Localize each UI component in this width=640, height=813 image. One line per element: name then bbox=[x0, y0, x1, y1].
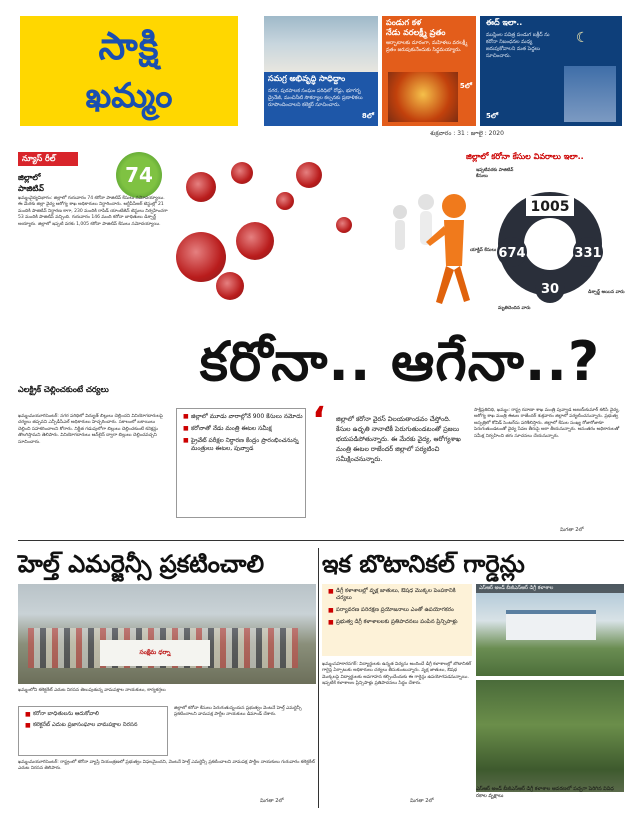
section-divider bbox=[18, 540, 624, 541]
highlight-item: ■ కలెక్టరేట్ ఎదుట ప్రజాసంఘాల వామపక్షాల నిరసన bbox=[25, 722, 165, 729]
chart-legend-discharged: డిశ్చార్జ్ అయిన వారు bbox=[588, 290, 625, 295]
column-divider bbox=[318, 548, 319, 808]
teaser-text: ముస్లింల పవిత్ర పండుగ బక్రీద్ ను కరోనా నిబంధనల మధ్య జరుపుకోవాలని మత పెద్దలు సూచించారు. bbox=[486, 32, 550, 59]
teaser-photo-meeting bbox=[264, 16, 378, 72]
continued-ref: మిగతా 2లో bbox=[560, 527, 584, 533]
photo-caption: ఎస్ఆర్ అండ్ బీజీఎన్ఆర్ డిగ్రీ కళాశాల ఆవరణలో పచ్చగా పెరిగిన వివిధ రకాల వృక్షాలు bbox=[476, 786, 614, 799]
chart-legend-total: ఇప్పటివరకు పాజిటివ్ కేసులు bbox=[476, 168, 514, 180]
story-body: ఖమ్మంమయూరిసెంటర్: రాష్ట్రంలో కరోనా వ్యాప్తి నియంత్రణలో ప్రభుత్వం విఫలమైందని, వెంటనే హెల్త్ ఎమర్జెన్సీ ప్రకటించాలని వామపక్ష పార్టీల నాయకులు గురువారం కలెక్టరేట్ ఎదుట నిరసన తెలిపారు. bbox=[18, 760, 315, 772]
newspaper-logo: సాక్షి bbox=[98, 24, 160, 68]
chart-legend-active: యాక్టివ్ కేసులు bbox=[470, 248, 497, 253]
health-emergency-headline: హెల్త్ ఎమర్జెన్సీ ప్రకటించాలి bbox=[18, 550, 265, 578]
chart-value-total: 1005 bbox=[530, 199, 570, 215]
highlight-item: ■ జిల్లాలో మూడు వారాల్లోనే 900 కేసులు నమోదు bbox=[183, 413, 303, 421]
garden-trees-photo bbox=[476, 680, 624, 792]
donut-chart bbox=[490, 184, 610, 304]
teaser-title: సమగ్ర అభివృద్ధి సాధిద్దాం bbox=[268, 74, 346, 83]
photo-caption: ఎస్ఆర్ అండ్ బీజీఎన్ఆర్ డిగ్రీ కళాశాల bbox=[476, 584, 624, 593]
highlight-item: ■ డిగ్రీ కళాశాలల్లో వృక్ష జాతులు, ఔషధ మొక్కల పెంపకానికి చర్యలు bbox=[328, 588, 468, 602]
highlight-item: ■ కరోనా బాధితులను ఆదుకోవాలి bbox=[25, 711, 165, 718]
virus-count-badge: 74 bbox=[116, 152, 162, 198]
teaser-title: పండుగ కళ నేడు వరలక్ష్మీ వ్రతం bbox=[386, 18, 446, 37]
teaser-festival[interactable] bbox=[382, 16, 476, 126]
chart-value-discharged: 331 bbox=[574, 246, 602, 261]
continued-ref: మిగతా 2లో bbox=[410, 798, 434, 804]
teaser-eid[interactable] bbox=[480, 16, 622, 126]
lead-headline: కరోనా.. ఆగేనా..? bbox=[199, 330, 601, 393]
lead-story bbox=[176, 152, 624, 405]
highlight-item: ■ ప్రభుత్వ డిగ్రీ కళాశాలలకు ప్రతిపాదనలు పంపిన ప్రిన్సిపాళ్లు bbox=[328, 619, 468, 626]
logo-box bbox=[20, 16, 238, 126]
crescent-moon-icon: ☾ bbox=[576, 30, 589, 46]
story-highlights-box bbox=[18, 706, 168, 756]
protest-photo bbox=[18, 584, 316, 684]
teaser-text: ఆర్భాటాలకు దూరంగా, మహిళలు వరలక్ష్మీ వ్రతం జరుపుకునేందుకు సిద్ధమయ్యారు. bbox=[386, 40, 468, 53]
protest-banner: సంక్షేమ ధర్నా bbox=[100, 640, 210, 666]
college-building-photo bbox=[476, 584, 624, 676]
continued-ref: మిగతా 2లో bbox=[260, 798, 284, 804]
news-paragraph: ఖమ్మంమయూరిసెంటర్: నగర పరిధిలో విద్యుత్ బిల్లులు చెల్లించని వినియోగదారులపై చర్యలు తప్పవని ఎన్పీడీసీఎల్ అధికారులు హెచ్చరించారు. సకాలంలో బకాయిలు చెల్లించి సహకరించాలని కోరారు. నిర్ణీత గడువులోగా బిల్లులు చెల్లించకుంటే కనెక్షన్లు తొలగిస్తామని తెలిపారు. వినియోగదారులు ఆన్‌లైన్ ద్వారా బిల్లులు చెల్లించవచ్చని సూచించారు. bbox=[18, 414, 163, 445]
lead-highlights-box bbox=[176, 408, 306, 518]
chart-title: జిల్లాలో కరోనా కేసుల వివరాలు ఇలా.. bbox=[466, 152, 584, 161]
story-highlights-box bbox=[322, 584, 472, 656]
teaser-photo-prayer bbox=[564, 66, 616, 122]
news-reel-column bbox=[18, 152, 168, 547]
highlight-item: ■ పర్యావరణ పరిరక్షణ ప్రయోజనాలు ఎంతో ఉపయోగకరం bbox=[328, 607, 468, 614]
quote-mark-icon: ‘ bbox=[312, 400, 326, 441]
story-body: ఖమ్మంసహకారనగర్: విద్యార్థులకు ఉన్నత విద్యను అందించే డిగ్రీ కళాశాలల్లో బొటానికల్ గార్డెన్ల ఏర్పాటుకు అధికారులు చర్యలు తీసుకుంటున్నారు. వృక్ష జాతులు, ఔషధ మొక్కలపై విద్యార్థులకు అవగాహన కల్పించేందుకు ఈ గార్డెన్లు ఉపయోగపడనున్నాయి. ఇప్పటికే కళాశాలల ప్రిన్సిపాళ్లు ప్రతిపాదనలు సిద్ధం చేశారు. bbox=[322, 662, 472, 687]
photo-caption: ఖమ్మంలోని కలెక్టరేట్ ఎదుట నిరసన తెలుపుతున్న వామపక్షాల నాయకులు, కార్యకర్తలు bbox=[18, 688, 166, 693]
botanical-gardens-headline: ఇక బొటానికల్ గార్డెన్లు bbox=[322, 550, 525, 578]
highlight-item: ■ కరోనాతో నేడు మంత్రి ఈటల సమీక్ష bbox=[183, 425, 303, 433]
chart-value-active: 674 bbox=[498, 246, 526, 261]
teaser-page-ref: 8లో bbox=[361, 112, 374, 120]
news-reel-label: న్యూస్ రీల్ bbox=[18, 152, 78, 166]
news-heading: జిల్లాలో పాజిటివ్ bbox=[18, 173, 44, 193]
teaser-title: ఈద్ ఇలా.. bbox=[486, 18, 523, 27]
news-paragraph: ఖమ్మంవైద్యవిభాగం: జిల్లాలో గురువారం 74 కరోనా పాజిటివ్ కేసులు నమోదయ్యాయి. ఈ మేరకు జిల్లా వైద్య ఆరోగ్య శాఖ అధికారులు నిర్ధారించారు. ఆర్టీపీసీఆర్ టెస్టుల్లో 21 మందికి పాజిటివ్ నిర్ధారణ కాగా, 230 మందికి రాపిడ్ యాంటిజెన్ టెస్టులు నిర్వహించగా 53 మందికి పాజిటివ్ వచ్చింది. గురువారం 146 మంది కరోనా బాధితులు డిశ్చార్జ్ అయ్యారు. జిల్లాలో ఇప్పటి వరకు 1,005 కరోనా పాజిటివ్ కేసులు నమోదయ్యాయి. bbox=[18, 196, 168, 227]
lead-body: సాక్షిప్రతినిధి, ఖమ్మం: రాష్ట్ర రవాణా శాఖ మంత్రి పువ్వాడ అజయ్‌కుమార్ కలిసి వైద్య, ఆరోగ్య శాఖ మంత్రి ఈటల రాజేందర్ శుక్రవారం జిల్లాలో పర్యటించనున్నారు. ప్రభుత్వ ఆస్పత్రిలో కోవిడ్ సెంటర్‌ను పరిశీలిస్తారు. జిల్లాలో కేసుల సంఖ్య రోజురోజుకూ పెరుగుతుండటంతో వైద్య సేవల తీరుపై ఆరా తీయనున్నారు. అనంతరం అధికారులతో సమీక్ష నిర్వహించి తగు సూచనలు చేయనున్నారు. bbox=[474, 408, 620, 439]
virus-illustration bbox=[176, 162, 476, 312]
teaser-page-ref: 5లో bbox=[486, 112, 499, 120]
teaser-page-ref: 5లో bbox=[459, 82, 472, 90]
dateline: శుక్రవారం : 31 : జూలై : 2020 bbox=[430, 130, 504, 137]
lead-intro: జిల్లాలో కరోనా వైరస్ విలయతాండవం చేస్తోంది. కేసుల ఉధృతి నానాటికీ పెరుగుతుండటంతో ప్రజలు భయపడిపోతున్నారు. ఈ మేరకు వైద్య, ఆరోగ్యశాఖ మంత్రి ఈటల రాజేందర్ జిల్లాలో పర్యటించి సమీక్షించనున్నారు. bbox=[336, 415, 461, 463]
highlight-item: ■ ప్రైవేట్ పరీక్షల నిర్ధారణ కేంద్రం ప్రారంభించనున్న మంత్రులు ఈటల, పువ్వాడ bbox=[183, 437, 303, 453]
masthead bbox=[0, 0, 640, 136]
running-figures-icon bbox=[366, 182, 476, 312]
chart-value-deaths: 30 bbox=[540, 282, 560, 297]
story-body: జిల్లాలో కరోనా కేసులు పెరుగుతున్నందున ప్రభుత్వం వెంటనే హెల్త్ ఎమర్జెన్సీ ప్రకటించాలని వామపక్ష పార్టీల నాయకులు డిమాండ్ చేశారు. bbox=[174, 706, 302, 718]
edition-name: ఖమ్మం bbox=[85, 76, 173, 116]
teaser-text: నగర, పురపాలక సంఘం పరిధిలో రోడ్లు, భూగర్భ డ్రైనేజీ, మంచినీటి సౌకర్యాల కల్పనకు ప్రణాళికలు రూపొందించాలని కలెక్టర్ సూచించారు. bbox=[268, 88, 363, 108]
cases-donut-chart bbox=[470, 168, 625, 315]
teaser-development[interactable] bbox=[264, 16, 378, 126]
teaser-photo-goddess bbox=[388, 72, 458, 122]
chart-legend-deaths: మృతిచెందిన వారు bbox=[498, 306, 531, 311]
news-heading: ఎలక్ట్రిక్ చెల్లించకుంటే చర్యలు bbox=[18, 385, 109, 394]
